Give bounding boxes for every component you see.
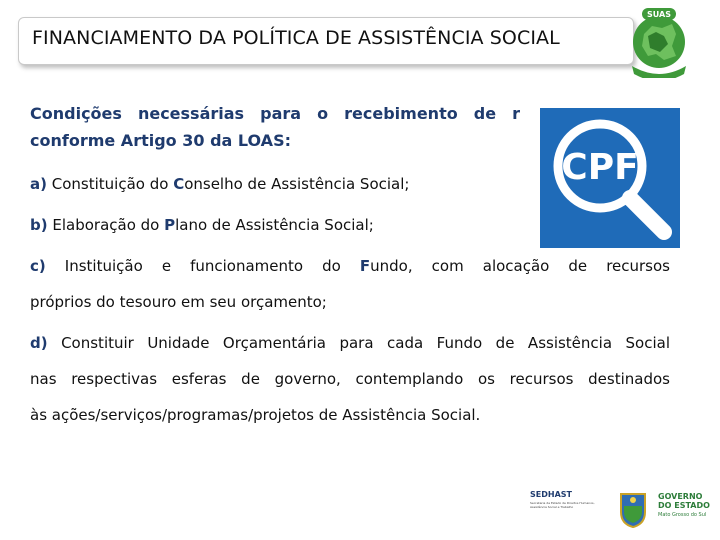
- list-item-d-line2: nas respectivas esferas de governo, contemplando os recursos destinados: [30, 370, 670, 388]
- logo-text-top: SUAS: [647, 10, 671, 19]
- list-item-c: c) Instituição e funcionamento do Fundo, com alocação de recursos: [30, 257, 670, 275]
- magnifier-icon: [540, 108, 680, 248]
- list-item-a: a) Constituição do Conselho de Assistência Social;: [30, 175, 410, 193]
- list-item-d: d) Constituir Unidade Orçamentária para cada Fundo de Assistência Social: [30, 334, 670, 352]
- footer-logos: [530, 490, 720, 530]
- page-title: FINANCIAMENTO DA POLÍTICA DE ASSISTÊNCIA SOCIAL: [32, 27, 560, 49]
- sedhast-logo: SEDHAST: [530, 490, 572, 499]
- suas-logo: [628, 4, 690, 78]
- list-item-c-line2: próprios do tesouro em seu orçamento;: [30, 293, 327, 311]
- government-logo: GOVERNO DO ESTADO: [658, 492, 710, 510]
- item-key: b): [30, 216, 48, 234]
- government-subtitle: Mato Grosso do Sul: [658, 512, 707, 518]
- cpf-label: CPF: [561, 147, 639, 188]
- item-key: c): [30, 257, 46, 275]
- intro-line1: Condições necessárias para o recebimento de r: [30, 104, 520, 123]
- intro-line2: conforme Artigo 30 da LOAS:: [30, 131, 291, 150]
- list-item-b: b) Elaboração do Plano de Assistência Social;: [30, 216, 374, 234]
- item-key: d): [30, 334, 48, 352]
- state-coat-of-arms-icon: [618, 490, 648, 528]
- item-key: a): [30, 175, 47, 193]
- header: [0, 0, 720, 80]
- cpf-badge: [540, 108, 680, 248]
- sedhast-subtitle: Secretaria de Estado de Direitos Humanos, Assistência Social e Trabalho: [530, 501, 595, 509]
- list-item-d-line3: às ações/serviços/programas/projetos de Assistência Social.: [30, 406, 481, 424]
